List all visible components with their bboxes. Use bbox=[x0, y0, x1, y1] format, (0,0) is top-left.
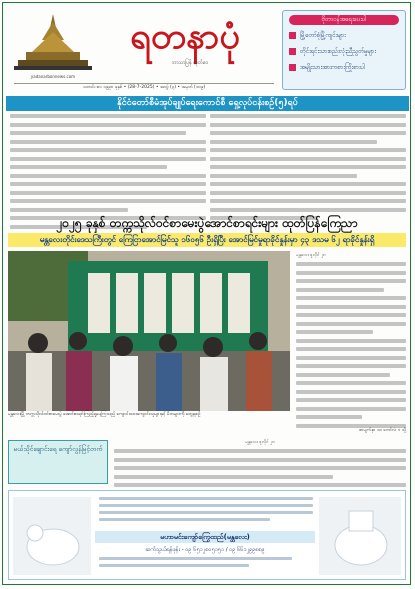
newspaper-subtitle: ဘာသာပြန် ထုတ်ဝေ bbox=[171, 60, 209, 66]
promo-header: ဗိုတာဝန်အရေးပေးပါ bbox=[289, 15, 399, 25]
promo-item: တိုင်းရင်းသားစည်းလုံးညီညွတ်မှုများ bbox=[289, 45, 399, 57]
ad-company-name: မဟာမင်းကျော်ကြွေထည်(မန္တလေး) bbox=[95, 531, 315, 543]
pagoda-logo-icon bbox=[14, 12, 92, 72]
promo-item: မြို့တော်စုံမြို့ကျင်းများ bbox=[289, 29, 399, 41]
text-column-right bbox=[210, 114, 406, 225]
bullet-icon bbox=[289, 48, 296, 55]
bullet-icon bbox=[289, 64, 296, 71]
site-url: yadanarbonnews.com bbox=[30, 74, 76, 79]
photo-caption: မန္တလေးမြို့ တက္ကသိုလ်ဝင်စာမေးပွဲ အောင်စာရင်းကြည့်ရှုနေကြသည့် ကျောင်းသားကျောင်းသူများနှင့် မိဘများကို တွေ့ရစဉ် bbox=[8, 412, 201, 417]
main-headline: ၂၀၂၅ ခုနှစ် တက္ကသိုလ်ဝင်စာမေးပွဲအောင်စာရင်းများ ထုတ်ပြန်ကြေညာ bbox=[56, 216, 358, 230]
ad-phone: ဆက်သွယ်ရန်ဖုန်း - ၀၉ ၆၅၁၂၈၀၅၁၅၁ / ၀၉ ၆၆၁၂၉၉၈၈၉ bbox=[145, 547, 265, 553]
article-column bbox=[296, 253, 406, 432]
promo-item: အမျိုးသားအားကစားကြိုးစားပါ bbox=[289, 61, 399, 73]
newspaper-title: ရတနာပုံ bbox=[130, 15, 240, 57]
ceramic-product-image bbox=[13, 497, 91, 575]
sub-headline: မန္တလေးတိုင်းဒေသကြီးတွင် ကြေငြာအောင်မြင်သူ ၁၆၀၅၆ ဦးရှိပြီး အောင်မြင်မှုရာခိုင်နှုန်းမှာ ၄၃ ဒသမ ၆၂ ရာခိုင်နှုန်းရှိ bbox=[8, 233, 406, 247]
bullet-icon bbox=[289, 32, 296, 39]
article-byline: မန္တလေး ဇူလိုင် ၂၈ bbox=[296, 253, 326, 258]
promo-box bbox=[282, 10, 406, 90]
river-story-box: မယ်သိုင်ချောင်းရေ ကျော်လွန်မြင့်တက် bbox=[8, 440, 108, 484]
continued-note: စာမျက်နှာ ၁၀ ကော်လံ ၁ သို့ bbox=[359, 428, 406, 433]
students-photo bbox=[8, 251, 290, 411]
issue-date-line: သတင်း စာ၊ ၁၉၉၈ ခုနှစ် • (28-7-2025) • အတွဲ (၃) • အမှတ် (၁၀၉) bbox=[14, 83, 274, 92]
lower-byline: မန္တလေး ဇူလိုင် ၂၈ bbox=[245, 440, 275, 445]
section-heading-bar: နိုင်ငံတော်စီမံအုပ်ချုပ်ရေးကောင်စီ ရှေ့လုပ်ငန်းစဉ်(၅)ရပ် bbox=[6, 96, 409, 111]
ceramic-product-image bbox=[319, 497, 401, 575]
advertisement bbox=[8, 490, 406, 580]
